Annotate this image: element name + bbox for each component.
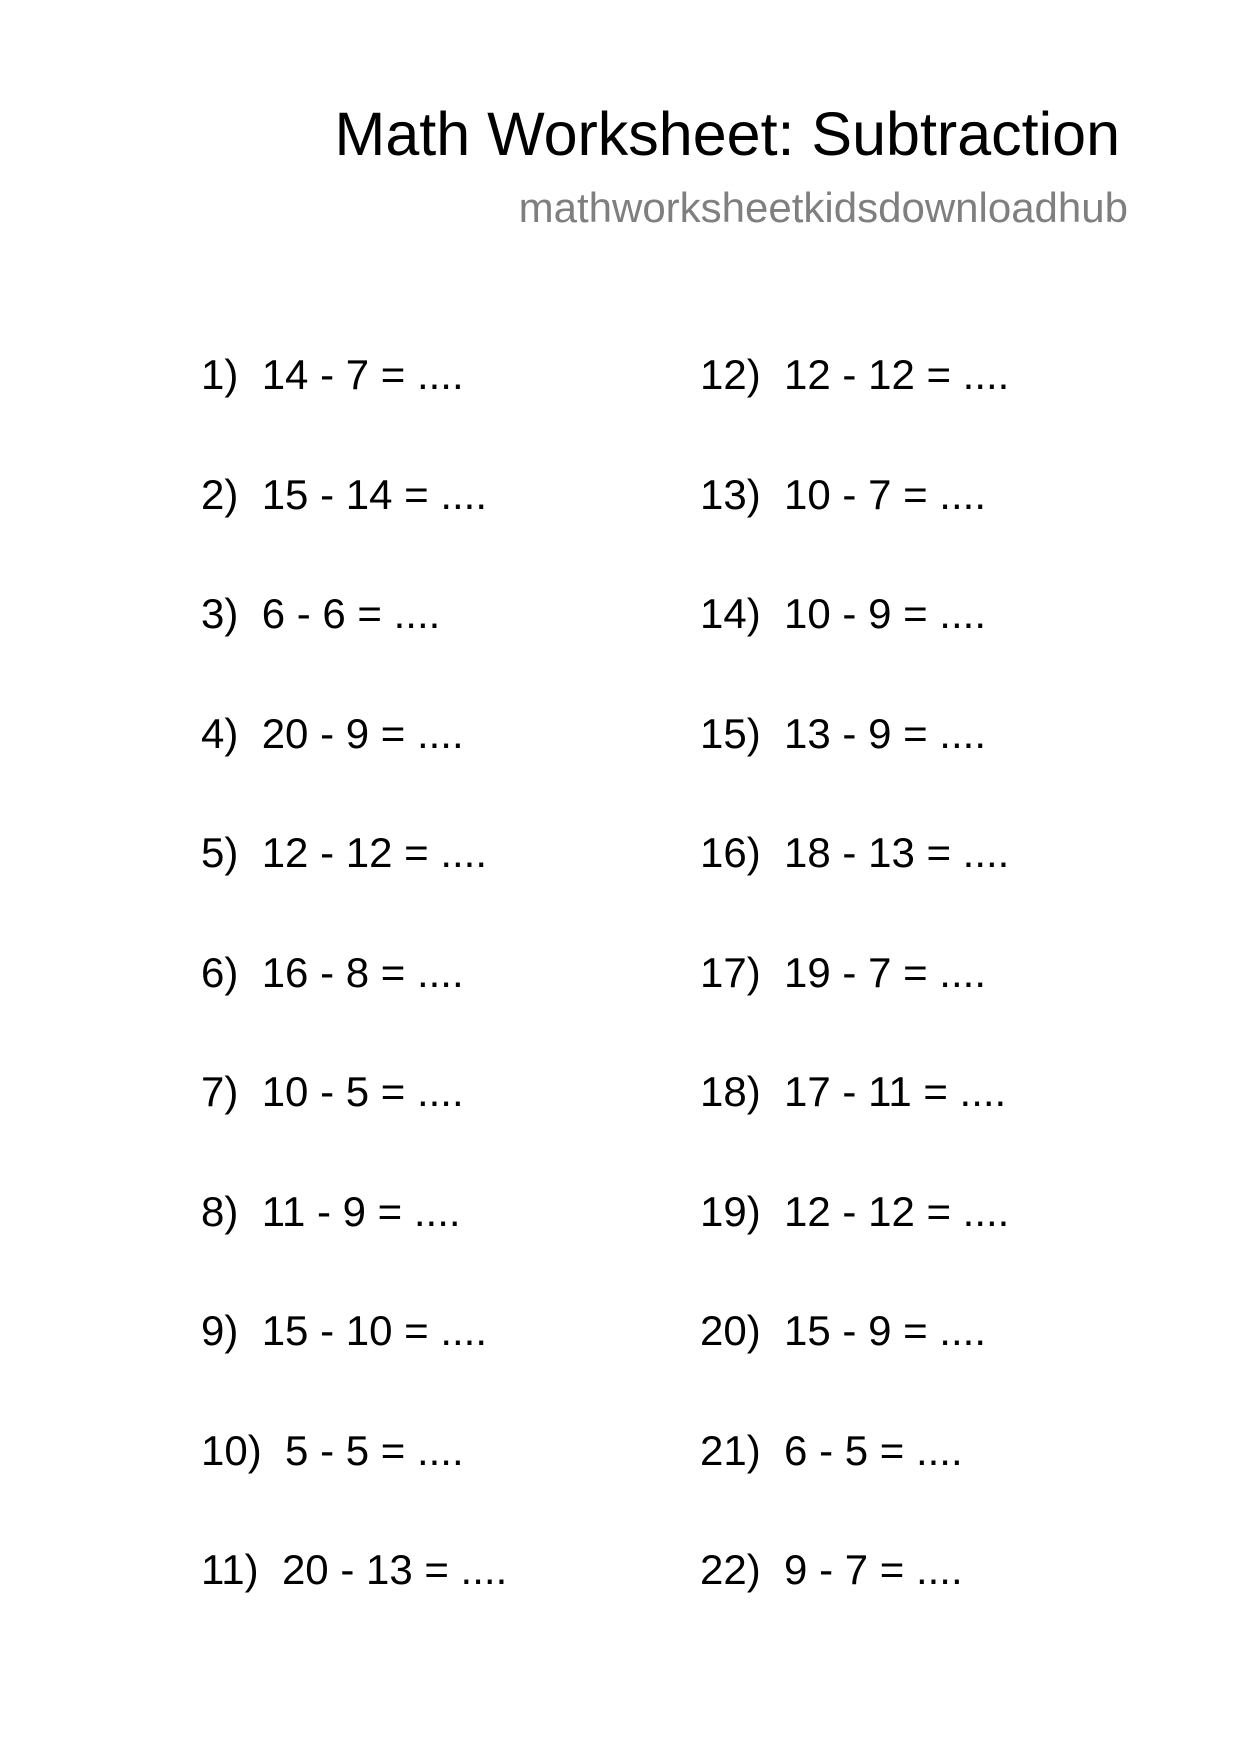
problem-item <box>201 1187 461 1237</box>
problem-expression: 15 - 9 = .... <box>784 1307 986 1354</box>
problem-expression: 19 - 7 = .... <box>784 948 986 996</box>
problem-item <box>700 1306 986 1356</box>
problem-number: 1) <box>201 351 239 398</box>
problem-number: 5) <box>201 829 239 876</box>
problem-number: 8) <box>201 1187 239 1235</box>
problem-number: 12) <box>700 351 761 398</box>
problem-expression: 6 - 5 = .... <box>784 1426 963 1474</box>
problem-item <box>700 948 986 998</box>
problem-number: 14) <box>700 590 761 637</box>
problem-expression: 6 - 6 = .... <box>261 590 441 637</box>
problem-expression: 11 - 9 = .... <box>261 1187 461 1235</box>
problem-item <box>700 350 1009 400</box>
problem-number: 22) <box>700 1546 761 1593</box>
problem-item <box>700 709 986 759</box>
problem-expression: 12 - 12 = .... <box>261 829 488 876</box>
page-subtitle: mathworksheetkidsdownloadhub <box>518 184 1128 231</box>
problem-expression: 17 - 11 = .... <box>784 1068 1007 1115</box>
problem-expression: 12 - 12 = .... <box>784 351 1010 398</box>
problem-number: 13) <box>700 470 761 518</box>
problem-item <box>700 1426 963 1476</box>
problem-expression: 9 - 7 = .... <box>784 1546 963 1593</box>
problem-number: 15) <box>700 709 761 757</box>
problem-number: 6) <box>201 948 239 996</box>
problem-expression: 15 - 14 = .... <box>261 470 488 518</box>
problem-item <box>700 1545 963 1595</box>
problem-number: 7) <box>201 1068 239 1115</box>
problem-item <box>201 1426 464 1476</box>
problem-number: 2) <box>201 470 239 518</box>
problem-expression: 16 - 8 = .... <box>261 948 464 996</box>
problem-number: 10) <box>201 1426 262 1474</box>
problem-item <box>201 1545 507 1595</box>
problem-expression: 20 - 9 = .... <box>261 709 464 757</box>
problem-item <box>201 350 464 400</box>
problem-number: 4) <box>201 709 239 757</box>
problem-item <box>700 828 1009 878</box>
problem-number: 11) <box>201 1546 259 1593</box>
problem-number: 20) <box>700 1307 761 1354</box>
problem-item <box>201 470 487 520</box>
page-title: Math Worksheet: Subtraction <box>334 100 1120 168</box>
problem-number: 16) <box>700 829 761 876</box>
problem-item <box>201 948 464 998</box>
problem-expression: 15 - 10 = .... <box>261 1307 488 1354</box>
problem-expression: 12 - 12 = .... <box>784 1187 1010 1235</box>
problem-item <box>201 709 464 759</box>
problem-item <box>201 589 440 639</box>
problem-item <box>201 828 487 878</box>
problem-item <box>201 1067 464 1117</box>
problem-expression: 10 - 5 = .... <box>261 1068 464 1115</box>
problem-item <box>700 1187 1009 1237</box>
problem-expression: 20 - 13 = .... <box>281 1546 508 1593</box>
problem-expression: 13 - 9 = .... <box>784 709 986 757</box>
problem-expression: 5 - 5 = .... <box>285 1426 464 1474</box>
problem-number: 21) <box>700 1426 761 1474</box>
problem-item <box>700 470 986 520</box>
problem-expression: 10 - 9 = .... <box>784 590 986 637</box>
problem-item <box>700 1067 1006 1117</box>
problem-expression: 18 - 13 = .... <box>784 829 1010 876</box>
problem-number: 3) <box>201 590 239 637</box>
problem-expression: 14 - 7 = .... <box>261 351 464 398</box>
problem-number: 19) <box>700 1187 761 1235</box>
problem-number: 18) <box>700 1068 761 1115</box>
problem-expression: 10 - 7 = .... <box>784 470 986 518</box>
problem-number: 17) <box>700 948 761 996</box>
problem-item <box>201 1306 487 1356</box>
problem-number: 9) <box>201 1307 239 1354</box>
problem-item <box>700 589 986 639</box>
